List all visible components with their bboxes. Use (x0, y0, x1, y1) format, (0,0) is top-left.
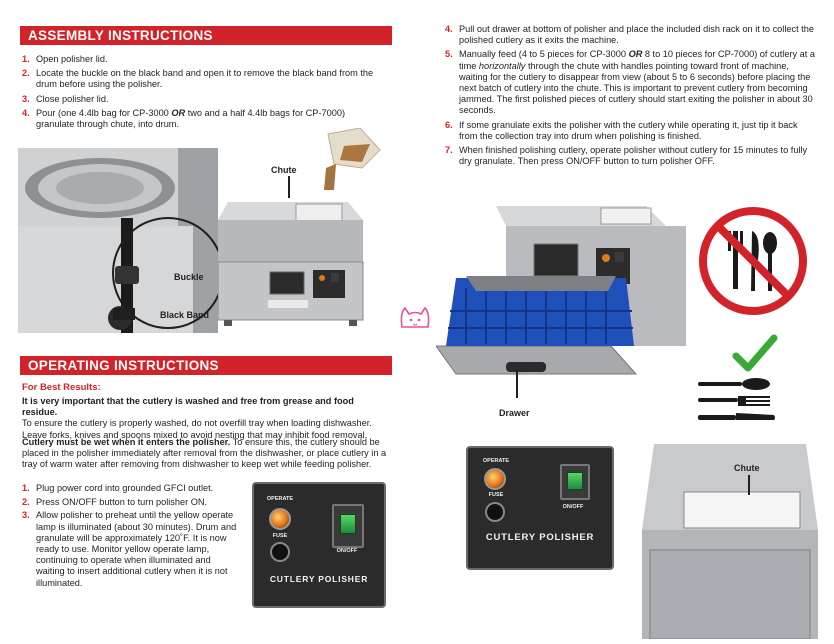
best-results-paragraph-1: It is very important that the cutlery is washed and free from grease and food residue. To ensure the cutlery is properly washed, do not overfill tray when loading dishwasher. Leave forks, knives and spoons mixed to avoid nesting that may inhibit food removal. (22, 396, 372, 440)
list-item: 3. Allow polisher to preheat until the yellow operate lamp is illuminated (about 30 minutes). Drum and granulate will be approximately 120˚F. It is now ready to use. Monitor yellow operate lamp, continuing to operate when illuminated and waiting to insert additional cutlery when it is not illuminated. (22, 510, 237, 588)
list-item: 1. Plug power cord into grounded GFCI outlet. (22, 483, 214, 493)
fuse-knob[interactable] (270, 542, 290, 562)
operating-title: OPERATING INSTRUCTIONS (28, 358, 219, 373)
list-item: 4. Pull out drawer at bottom of polisher and place the included dish rack on it to collect the polished cutlery as it exits the machine. (445, 24, 814, 46)
list-item: 6. If some granulate exits the polisher with the cutlery while operating it, just tip it back from the collection tray into drum when polishing is finished. (445, 119, 798, 141)
buckle-label: Buckle (174, 272, 204, 282)
list-item: 2. Press ON/OFF button to turn polisher ON. (22, 497, 208, 508)
black-band-label: Black Band (160, 310, 210, 320)
operate-lamp (269, 508, 291, 530)
control-panel-large (466, 446, 614, 570)
panel-title: CUTLERY POLISHER (269, 574, 369, 584)
power-switch[interactable] (332, 504, 364, 548)
best-results-heading: For Best Results: (22, 382, 101, 393)
fuse-knob[interactable] (485, 502, 505, 522)
list-item: 3. Close polisher lid. (22, 93, 109, 104)
assembly-banner (20, 26, 392, 45)
list-item: 7. When finished polishing cutlery, operate polisher without cutlery for 15 minutes to fully dry granulate. Then press ON/OFF button to turn polisher OFF. (445, 145, 808, 167)
operate-label: OPERATE (266, 496, 294, 502)
operate-lamp (484, 468, 506, 490)
fuse-label: FUSE (488, 492, 504, 498)
list-item: 4. Pour (one 4.4lb bag for CP-3000 OR two and a half 4.4lb bags for CP-7000) granulate through chute, into drum. (22, 107, 345, 130)
check-icon (732, 334, 778, 374)
right-steps (445, 24, 817, 170)
best-results-paragraph-2: Cutlery must be wet when it enters the polisher. To ensure this, the cutlery should be placed in the polisher immediately after removal from the dishwasher, or place cutlery in a tray of warm water after removing from dishwasher to keep wet while feeding polisher. (22, 437, 387, 470)
horizontal-cutlery-icon (698, 378, 778, 426)
cat-sticker-icon (398, 305, 432, 331)
chute-closeup-photo (640, 440, 820, 639)
operating-steps (22, 483, 240, 592)
operate-label: OPERATE (482, 458, 510, 464)
drawer-label: Drawer (499, 408, 530, 418)
assembly-steps (22, 54, 377, 133)
chute-pointer-right (748, 475, 750, 495)
fuse-label: FUSE (272, 533, 288, 539)
operating-banner (20, 356, 392, 375)
chute-label: Chute (271, 165, 297, 175)
power-switch[interactable] (560, 464, 590, 500)
list-item: 1. Open polisher lid. (22, 54, 108, 64)
polisher-with-tray-photo (436, 196, 696, 396)
chute-label-right: Chute (734, 463, 760, 473)
granulate-bag-image (320, 128, 382, 190)
polisher-photo (218, 182, 368, 337)
list-item: 5. Manually feed (4 to 5 pieces for CP-3000 OR 8 to 10 pieces for CP-7000) of cutlery at a time horizontally through the chute with handles pointing toward front of machine, waiting for the cutlery to disappear from view (about 5 to 6 seconds) before placing the next batch of cutlery into the chute. This is important to prevent cutlery from becoming jammed. The first polished pieces of cutlery should start exiting the polisher in about 30 seconds. (445, 49, 815, 116)
on-off-label: ON/OFF (336, 548, 358, 554)
control-panel-small (252, 482, 386, 608)
assembly-title: ASSEMBLY INSTRUCTIONS (28, 28, 213, 43)
open-drum-photo (18, 148, 218, 333)
drawer-pointer (516, 370, 518, 398)
panel-title: CUTLERY POLISHER (485, 532, 595, 543)
list-item: 2. Locate the buckle on the black band and open it to remove the black band from the drum before using the polisher. (22, 68, 374, 90)
no-cutlery-icon (697, 205, 809, 317)
on-off-label: ON/OFF (562, 504, 584, 510)
chute-pointer (288, 176, 290, 198)
